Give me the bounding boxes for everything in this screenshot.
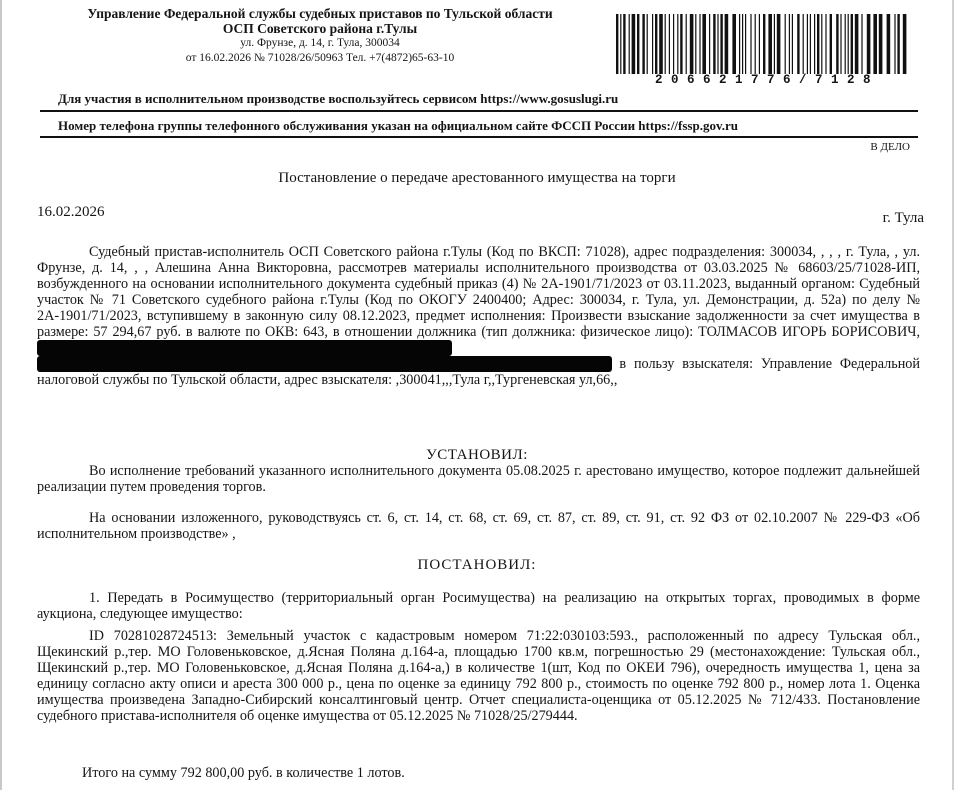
divider: [40, 110, 918, 112]
barcode-bar: [825, 14, 826, 74]
barcode-bar: [897, 14, 899, 74]
barcode-bar: [814, 14, 815, 74]
barcode-bar: [803, 14, 804, 74]
barcode-bar: [620, 14, 621, 74]
barcode-bar: [807, 14, 808, 74]
barcode-bar: [699, 14, 700, 74]
barcode-bar: [647, 14, 648, 74]
barcode-bar: [702, 14, 706, 74]
barcode-bar: [810, 14, 811, 74]
barcode-bar: [717, 14, 718, 74]
document-city: г. Тула: [882, 210, 924, 226]
barcode-bar: [789, 14, 790, 74]
divider: [40, 136, 918, 138]
barcode-bar: [759, 14, 760, 74]
barcode-number: 2 0 6 6 2 1 7 7 6 / 7 1 2 8: [654, 73, 872, 87]
barcode-bar: [830, 14, 832, 74]
barcode-bar: [695, 14, 696, 74]
barcode-bar: [848, 14, 849, 74]
preamble-text: Судебный пристав-исполнитель ОСП Советского района г.Тулы (Код по ВКСП: 71028), адрес подразделения: 300034, , , , г. Тула, , ул. Фрунзе, д. 14, , , Алешина Анна Викторовна, рассмотрев материалы исполнительного производства от 03.03.2025 № 68603/25/71028-ИП, возбужденного на основании исполнительного документа судебный приказ (4) № 2А-1901/71/2023 от 03.11.2023, выданный органом: Судебный участок № 71 Советского судебного района г.Тулы (Код по ОКОГУ 2400400; Адрес: 300034, г. Тула, ул. Демонстрации, д. 52а) по делу № 2А-1901/71/2023, вступившему в законную силу 08.12.2023, предмет исполнения: Произвести взыскание задолженности за счет имущества в размере: 57 294,67 руб. в валюте по ОКВ: 643, в отношении должника (тип должника: физическое лицо): ТОЛМАСОВ ИГОРЬ БОРИСОВИЧ,: [37, 244, 920, 340]
barcode-bar: [755, 14, 756, 74]
barcode-bar: [709, 14, 710, 74]
barcode-bar: [879, 14, 883, 74]
department-address: ул. Фрунзе, д. 14, г. Тула, 300034: [240, 37, 400, 49]
barcode-bar: [855, 14, 859, 74]
barcode-bar: [867, 14, 871, 74]
barcode-bar: [745, 14, 746, 74]
barcode-bar: [642, 14, 644, 74]
scan-edge: [0, 0, 2, 790]
document-date: 16.02.2026: [37, 204, 105, 220]
barcode-bar: [637, 14, 639, 74]
section-heading-postanovil: ПОСТАНОВИЛ:: [417, 557, 537, 573]
barcode-bar: [768, 14, 772, 74]
barcode-bar: [616, 14, 618, 74]
total-line: Итого на сумму 792 800,00 руб. в количестве 1 лотов.: [82, 765, 405, 781]
barcode-bar: [623, 14, 625, 74]
paragraph-established: Во исполнение требований указанного исполнительного документа 05.08.2025 г. арестовано имущество, которое подлежит дальнейшей реализации путем проведения торгов.: [37, 463, 920, 495]
barcode-bar: [840, 14, 841, 74]
document-title: Постановление о передаче арестованного имущества на торги: [278, 170, 676, 186]
barcode-bar: [777, 14, 781, 74]
barcode-bar: [845, 14, 846, 74]
barcode-bar: [797, 14, 799, 74]
document-reference: от 16.02.2026 № 71028/26/50963 Тел. +7(4872)65-63-10: [185, 52, 455, 64]
barcode-bar: [655, 14, 657, 74]
barcode-bar: [785, 14, 786, 74]
gosuslugi-notice: Для участия в исполнительном производстве воспользуйтесь сервисом https://www.gosuslugi.ru: [58, 91, 619, 106]
barcode-bar: [821, 14, 822, 74]
barcode-bar: [713, 14, 715, 74]
barcode-bar: [742, 14, 743, 74]
barcode: [614, 14, 912, 74]
barcode-bar: [665, 14, 666, 74]
department-name: ОСП Советского района г.Тулы: [222, 21, 418, 36]
barcode-bar: [817, 14, 819, 74]
barcode-bar: [887, 14, 891, 74]
barcode-bar: [677, 14, 678, 74]
barcode-bar: [659, 14, 663, 74]
redaction-bar: xxxxxxxxxxxxxxxxxxxxxxxxxxxxxxxxxxxxxxxxxxxxxxxxxxxxxxxxxx: [37, 340, 452, 356]
barcode-bar: [851, 14, 853, 74]
barcode-bar: [739, 14, 740, 74]
org-name: Управление Федеральной службы судебных приставов по Тульской области: [87, 6, 553, 21]
barcode-bar: [873, 14, 877, 74]
barcode-bar: [652, 14, 653, 74]
barcode-bar: [750, 14, 751, 74]
paragraph-legal-basis: На основании изложенного, руководствуясь ст. 6, ст. 14, ст. 68, ст. 69, ст. 87, ст. 89, ст. 91, ст. 92 ФЗ от 02.10.2007 № 229-ФЗ «Об исполнительном производстве» ,: [37, 510, 920, 542]
barcode-bar: [686, 14, 687, 74]
file-stamp: В ДЕЛО: [870, 141, 910, 153]
barcode-bar: [894, 14, 895, 74]
barcode-bar: [903, 14, 907, 74]
barcode-bar: [720, 14, 722, 74]
barcode-bar: [792, 14, 793, 74]
barcode-bar: [861, 14, 862, 74]
barcode-bar: [725, 14, 729, 74]
paragraph-property-description: ID 70281028724513: Земельный участок с кадастровым номером 71:22:030103:593., расположенный по адресу Тульская обл., Щекинский р.,тер. МО Головеньковское, д.Ясная Поляна д.164-а, площадью 1700 кв.м, погрешностью 29 (местонахождение: Тульская обл., Щекинский р.,тер. МО Головеньковское, д.Ясная Поляна д.164-а,) в количестве 1(шт, Код по ОКЕИ 796), очередность имущества 1, цена за единицу согласно акту описи и ареста 300 000 р., цена по оценке за единицу 792 800 р., стоимость по оценке 792 800 р., номер лота 1. Оценка имущества произведена Западно-Сибирский консалтинговый центр. Отчет специалиста-оценщика от 05.12.2025 № 712/433. Постановление судебного пристава-исполнителя об оценке имущества от 05.12.2025 № 71028/25/279444.: [37, 628, 920, 724]
barcode-bar: [774, 14, 775, 74]
redaction-bar: xxxxxxxxxxxxxxxxxxxxxxxxxxxxxxxxxxxxxxxxxxxxxxxxxxxxxxxxxxxxxxxxxxxxxxxxxxxxxxxxx: [37, 356, 612, 372]
barcode-bar: [669, 14, 670, 74]
paragraph-resolution-1: 1. Передать в Росимущество (территориальный орган Росимущества) на реализацию на открытых торгах, проводимых в форме аукциона, следующее имущество:: [37, 590, 920, 622]
barcode-bar: [763, 14, 765, 74]
section-heading-ustanovil: УСТАНОВИЛ:: [426, 447, 528, 463]
paragraph-preamble: [37, 244, 920, 388]
phone-notice: Номер телефона группы телефонного обслуживания указан на официальном сайте ФССП России https://fssp.gov.ru: [58, 118, 738, 133]
letterhead: [40, 6, 600, 66]
barcode-bar: [836, 14, 838, 74]
barcode-bar: [632, 14, 636, 74]
barcode-bar: [680, 14, 682, 74]
preamble-tail: в пользу взыскателя: Управление Федеральной налоговой службы по Тульской области, адрес взыскателя: ,300041,,,Тула г,,Тургеневская ул,66,,: [37, 356, 920, 388]
barcode-bar: [629, 14, 630, 74]
barcode-bar: [690, 14, 694, 74]
barcode-bar: [732, 14, 736, 74]
barcode-bar: [673, 14, 674, 74]
